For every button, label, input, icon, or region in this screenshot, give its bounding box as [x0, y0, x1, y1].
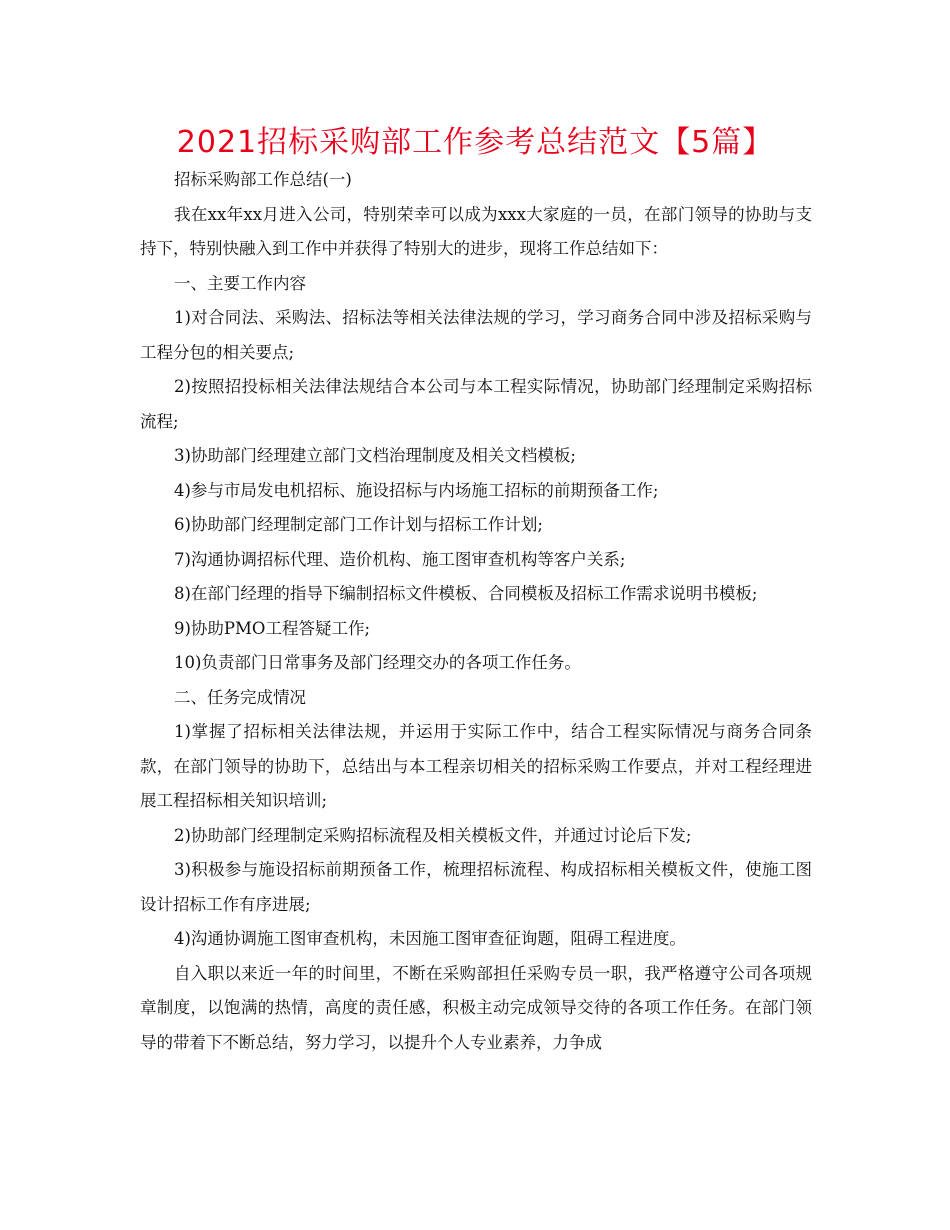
list-item: 1)对合同法、采购法、招标法等相关法律法规的学习，学习商务合同中涉及招标采购与工程分包的相关要点; — [140, 308, 812, 362]
section-heading: 一、主要工作内容 — [174, 273, 306, 293]
paragraph: 我在xx年xx月进入公司，特别荣幸可以成为xxx大家庭的一员，在部门领导的协助与支持下，特别快融入到工作中并获得了特别大的进步，现将工作总结如下： — [140, 204, 812, 258]
list-item: 7)沟通协调招标代理、造价机构、施工图审查机构等客户关系; — [174, 549, 626, 569]
list-item: 1)掌握了招标相关法律法规，并运用于实际工作中，结合工程实际情况与商务合同条款，在部门领导的协助下，总结出与本工程亲切相关的招标采购工作要点，并对工程经理进展工程招标相关知识培训; — [140, 722, 812, 810]
list-item: 8)在部门经理的指导下编制招标文件模板、合同模板及招标工作需求说明书模板; — [174, 584, 758, 603]
list-item: 9)协助PMO工程答疑工作; — [174, 618, 371, 638]
section-heading: 二、任务完成情况 — [174, 687, 306, 707]
list-item: 4)沟通协调施工图审查机构，未因施工图审查征询题，阻碍工程进度。 — [174, 929, 686, 948]
list-item: 2)按照招投标相关法律法规结合本公司与本工程实际情况，协助部门经理制定采购招标流程; — [140, 377, 812, 431]
section-heading: 招标采购部工作总结(一) — [174, 170, 352, 189]
paragraph: 自入职以来近一年的时间里，不断在采购部担任采购专员一职，我严格遵守公司各项规章制度，以饱满的热情，高度的责任感，积极主动完成领导交待的各项工作任务。在部门领导的带着下不断总结，努力学习，以提升个人专业素养，力争成 — [140, 963, 812, 1052]
list-item: 10)负责部门日常事务及部门经理交办的各项工作任务。 — [174, 653, 581, 672]
list-item: 4)参与市局发电机招标、施设招标与内场施工招标的前期预备工作; — [174, 480, 659, 500]
list-item: 2)协助部门经理制定采购招标流程及相关模板文件，并通过讨论后下发; — [174, 825, 692, 845]
list-item: 3)协助部门经理建立部门文档治理制度及相关文档模板; — [174, 446, 576, 465]
list-item: 3)积极参与施设招标前期预备工作，梳理招标流程、构成招标相关模板文件，使施工图设计招标工作有序进展; — [140, 860, 812, 914]
document-title: 2021招标采购部工作参考总结范文【5篇】 — [176, 125, 774, 160]
document-body — [140, 163, 812, 1060]
list-item: 6)协助部门经理制定部门工作计划与招标工作计划; — [174, 515, 543, 534]
